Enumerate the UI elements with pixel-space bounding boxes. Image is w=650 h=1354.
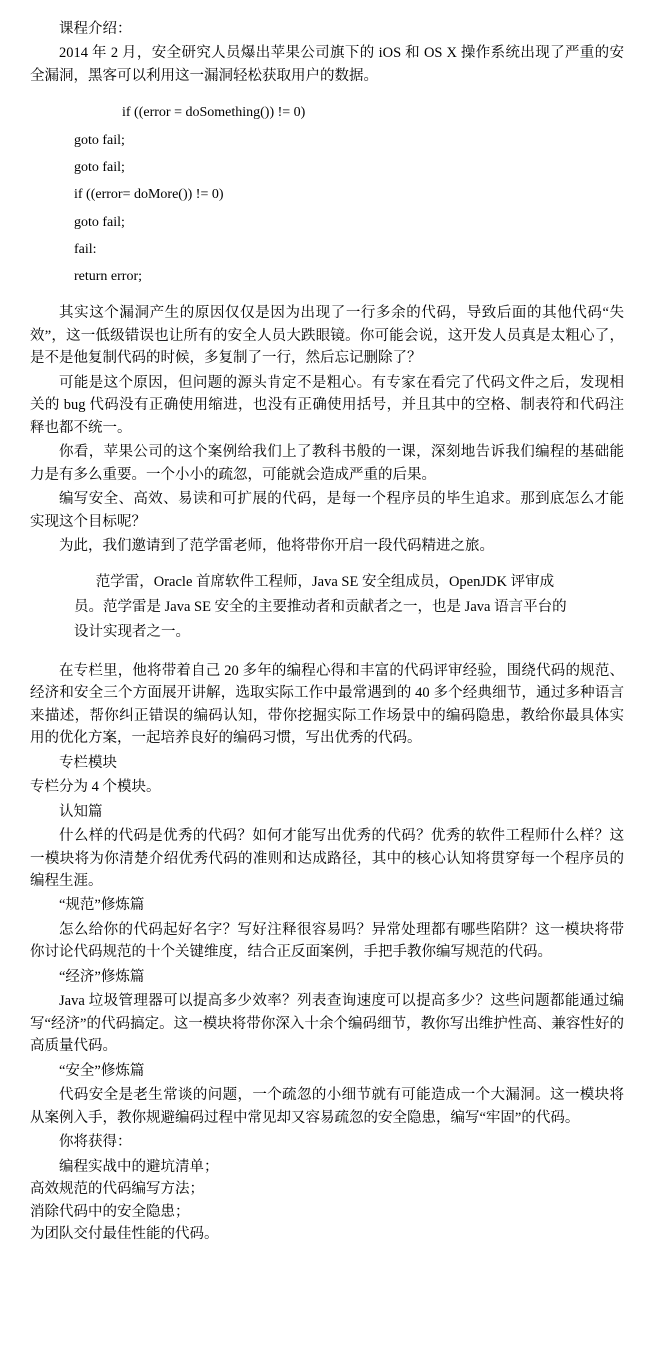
bio-line: 设计实现者之一。 <box>74 624 190 641</box>
code-line: goto fail; <box>74 132 125 148</box>
body-paragraph-3: 你看，苹果公司的这个案例给我们上了教科书般的一课，深刻地告诉我们编程的基础能力是有多么重要。一个小小的疏忽，可能就会造成严重的后果。 <box>30 444 624 483</box>
gain-item: 消除代码中的安全隐患； <box>30 1203 190 1220</box>
code-line: if ((error = doSomething()) != 0) <box>122 105 306 121</box>
intro-paragraph-1: 2014 年 2 月，安全研究人员爆出苹果公司旗下的 iOS 和 OS X 操作系统出现了严重的安全漏洞，黑客可以利用这一漏洞轻松获取用户的数据。 <box>30 45 624 84</box>
gain-item: 为团队交付最佳性能的代码。 <box>30 1226 219 1243</box>
code-line: if ((error= doMore()) != 0) <box>74 187 224 203</box>
bio-line: 范学雷，Oracle 首席软件工程师，Java SE 安全组成员，OpenJDK 评审成 <box>95 573 555 590</box>
module-section-heading: 专栏模块 <box>59 754 117 771</box>
module-title-1: 认知篇 <box>59 803 103 820</box>
module-title-2: “规范”修炼篇 <box>59 897 145 914</box>
code-sample <box>30 99 624 290</box>
module-text-2: 怎么给你的代码起好名字？写好注释很容易吗？异常处理都有哪些陷阱？这一模块将带你讨论代码规范的十个关键维度，结合正反面案例，手把手教你编写规范的代码。 <box>30 921 624 961</box>
body-paragraph-5: 为此，我们邀请到了范学雷老师，他将带你开启一段代码精进之旅。 <box>59 538 494 555</box>
module-text-3: Java 垃圾管理器可以提高多少效率？列表查询速度可以提高多少？这些问题都能通过编写“经济”的代码搞定。这一模块将带你深入十余个编码细节，教你写出维护性高、兼容性好的高质量代码。 <box>30 993 624 1055</box>
code-line: goto fail; <box>74 214 125 230</box>
bio-line: 员。范学雷是 Java SE 安全的主要推动者和贡献者之一，也是 Java 语言平台的 <box>74 599 567 616</box>
module-text-4: 代码安全是老生常谈的问题，一个疏忽的小细节就有可能造成一个大漏洞。这一模块将从案例入手，教你规避编码过程中常见却又容易疏忽的安全隐患，编写“牢固”的代码。 <box>30 1087 624 1126</box>
body-paragraph-2: 可能是这个原因，但问题的源头肯定不是粗心。有专家在看完了代码文件之后，发现相关的 bug 代码没有正确使用缩进，也没有正确使用括号，并且其中的空格、制表符和代码注释也都不统一。 <box>30 374 624 436</box>
gain-item: 高效规范的代码编写方法； <box>30 1181 204 1198</box>
module-count-text: 专栏分为 4 个模块。 <box>30 779 161 796</box>
module-title-3: “经济”修炼篇 <box>59 968 145 985</box>
gains-list <box>30 1156 624 1246</box>
code-line: return error; <box>74 269 143 285</box>
gains-heading: 你将获得： <box>59 1134 132 1151</box>
module-title-4: “安全”修炼篇 <box>59 1062 145 1079</box>
body-paragraph-4: 编写安全、高效、易读和可扩展的代码，是每一个程序员的毕生追求。那到底怎么才能实现这个目标呢？ <box>30 491 624 530</box>
gain-item: 编程实战中的避坑清单； <box>59 1158 219 1175</box>
instructor-bio <box>30 570 624 646</box>
column-intro-paragraph: 在专栏里，他将带着自己 20 多年的编程心得和丰富的代码评审经验，围绕代码的规范、经济和安全三个方面展开讲解，选取实际工作中最常遇到的 40 多个经典细节，通过多种语言来描述，帮你纠正错误的编码认知，带你挖掘实际工作场景中的编码隐患，教给你最具体实用的优化方案，一起培养良好的编码习惯，写出优秀的代码。 <box>30 662 624 747</box>
code-line: goto fail; <box>74 160 125 175</box>
code-line: fail: <box>74 241 97 257</box>
course-intro-heading: 课程介绍： <box>59 21 132 37</box>
body-paragraph-1: 其实这个漏洞产生的原因仅仅是因为出现了一行多余的代码，导致后面的其他代码“失效”，这一低级错误也让所有的安全人员大跌眼镜。你可能会说，这开发人员真是太粗心了，是不是他复制代码的时候，多复制了一行，然后忘记删除了？ <box>30 305 624 367</box>
module-text-1: 什么样的代码是优秀的代码？如何才能写出优秀的代码？优秀的软件工程师什么样？这一模块将为你清楚介绍优秀代码的准则和达成路径，其中的核心认知将贯穿每一个程序员的编程生涯。 <box>30 828 624 889</box>
